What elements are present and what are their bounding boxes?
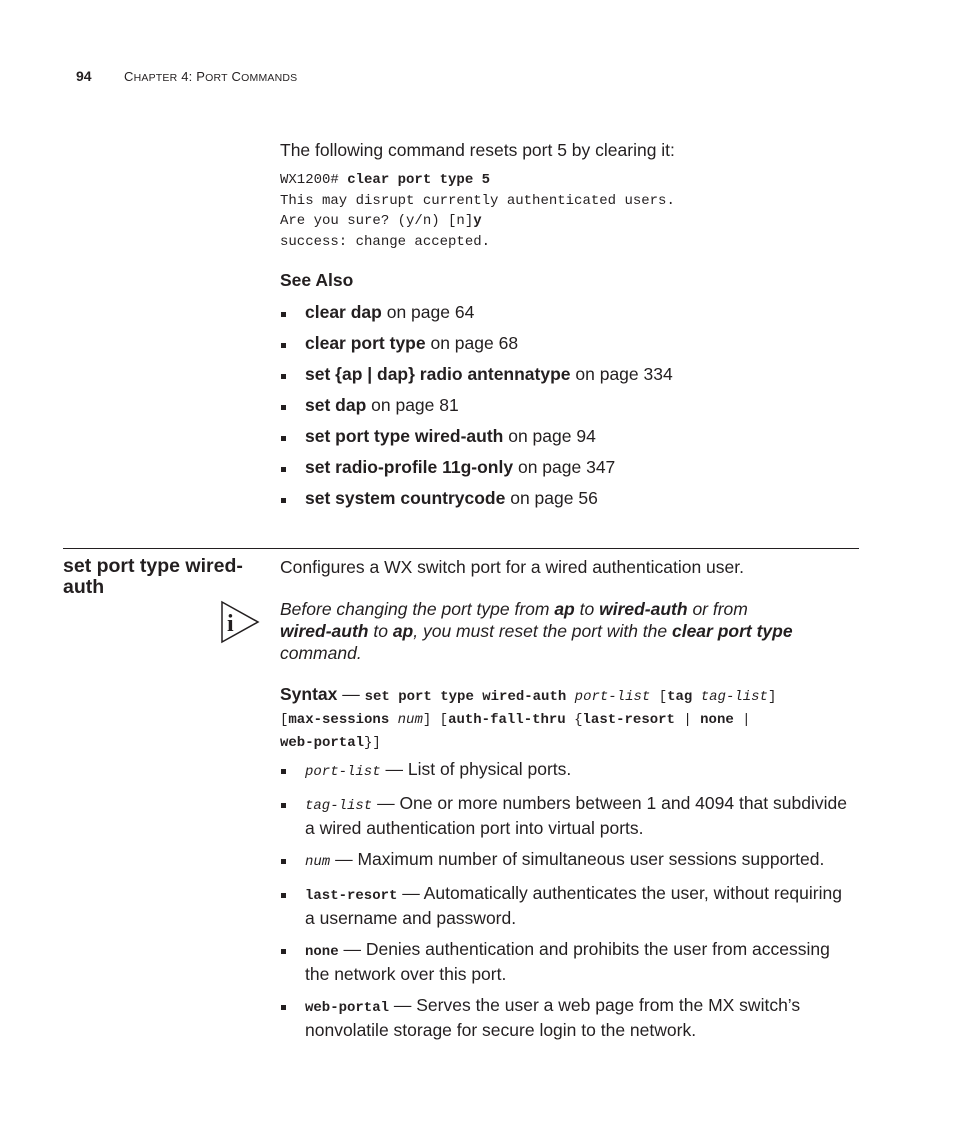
chapter-title: CHAPTER 4: PORT COMMANDS [124,69,298,84]
intro-paragraph: The following command resets port 5 by clearing it: [280,140,675,160]
see-also-item[interactable]: clear port type on page 68 [280,332,840,354]
section-divider [63,548,859,549]
parameter-name: web-portal [305,1000,390,1016]
svg-text:i: i [227,611,234,637]
see-also-list [280,301,840,509]
parameter-name: none [305,944,339,960]
parameter-item: web-portal — Serves the user a web page from the MX switch’s nonvolatile storage for secure login to the network. [280,994,855,1041]
parameter-name: num [305,854,331,870]
syntax-block: Syntax — set port type wired-auth port-list [tag tag-list] [max-sessions num] [auth-fall-thru {last-resort | none | web-portal}] [280,684,777,751]
syntax-command: set port type wired-auth port-list [tag tag-list] [max-sessions num] [auth-fall-thru {last-resort | none | web-portal}] [280,689,777,751]
running-header [76,68,297,84]
see-also-item[interactable]: set system countrycode on page 56 [280,487,840,509]
see-also-heading: See Also [280,270,354,290]
syntax-label: Syntax [280,684,338,704]
code-example [280,170,675,252]
parameter-name: port-list [305,764,381,780]
note-text: Before changing the port type from ap to wired-auth or from wired-auth to ap, you must reset the port with the clear port type command. [280,599,793,663]
section-title: set port type wired-auth [63,555,243,598]
code-line: success: change accepted. [280,233,491,250]
parameter-item: last-resort — Automatically authenticates the user, without requiring a username and password. [280,882,855,929]
see-also-item[interactable]: set radio-profile 11g-only on page 347 [280,456,840,478]
code-line: Are you sure? (y/n) [n]y [280,213,482,229]
section-description: Configures a WX switch port for a wired authentication user. [280,557,744,577]
parameter-item: port-list — List of physical ports. [280,758,855,783]
parameter-item: none — Denies authentication and prohibits the user from accessing the network over this port. [280,938,855,985]
parameter-name: last-resort [305,888,398,904]
see-also-item[interactable]: set port type wired-auth on page 94 [280,425,840,447]
parameter-name: tag-list [305,798,373,814]
see-also-item[interactable]: set {ap | dap} radio antennatype on page 334 [280,363,840,385]
parameter-list [280,758,855,1041]
parameter-item: num — Maximum number of simultaneous user sessions supported. [280,848,855,873]
parameter-item: tag-list — One or more numbers between 1 and 4094 that subdivide a wired authentication port into virtual ports. [280,792,855,839]
see-also-item[interactable]: set dap on page 81 [280,394,840,416]
info-icon [220,600,262,644]
see-also-item[interactable]: clear dap on page 64 [280,301,840,323]
code-line: WX1200# clear port type 5 [280,172,491,188]
code-line: This may disrupt currently authenticated users. [280,192,675,209]
page-number: 94 [76,68,92,84]
